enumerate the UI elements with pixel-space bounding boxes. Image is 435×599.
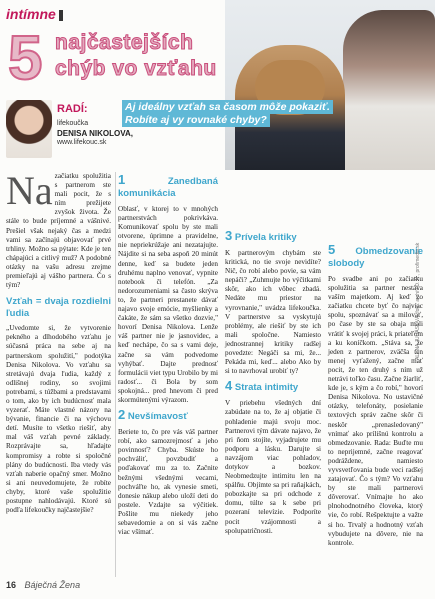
section-tag: intímne <box>6 6 63 22</box>
big-number: 5 <box>8 24 43 93</box>
callout: Aj ideálny vzťah sa časom môže pokaziť. Robíte aj vy rovnaké chyby? <box>122 101 332 127</box>
intro-text: začiatku spolužitia s partnerom ste mali pocit, že s ním prežijete zvyšok života. Že stále to bude príjemné a vášnivé. Prešiel však nejaký čas a medzi vami sa začínajú objavovať prvé trhliny. Možno sa pýtate: Kde je ten chápajúci a citlivý muž? A podobné otázky na vašu adresu zrejme premieľajú aj vášho partnera. Čo s tým? <box>6 172 111 290</box>
section-heading: Vzťah = dvaja rozdielni ľudia <box>6 296 111 320</box>
column-divider <box>115 172 116 577</box>
point-5-text: Po svadbe ani po začiatku spolužitia sa partner nestáva vaším majetkom. Aj keď zo začiatku chcete byť čo najviac spolu, spoznávať sa a milovať, po čase by ste sa obaja mali vrátiť k svojej práci, k priateľom a ku koníčkom. „Stáva sa, že jeden z partnerov, zväčša ten menej vyťažený, začne mať pocit, že ten druhý s ním už netrávi toľko času. Začne žiarliť, kde je, s kým a čo robí," hovorí Denisa Nikolova. No ustavičné otázky, telefonáty, posielanie textových správ začne skôr či neskôr „prenasledovaný" vnímať ako prílišnú kontrolu a obmedzovanie. Rada: Buďte mu to neprijemné, začne reagovať podráždene, namiesto vyvsvetľovania bude veci radšej zatajovať. Čo s tým? Vo vzťahu by ste mali partnerovi dôverovať. Vnímajte ho ako plnohodnotného človeka, ktorý vie, čo robí. Rešpektujte a važte si ho. Trvalý a hodnotný vzťah vybudujete na dôvere, nie na kontrole. <box>328 275 423 547</box>
column-3 <box>225 226 321 536</box>
point-4-text: V priebehu všedných dní zabúdate na to, že aj objatie či pohladenie majú svoju moc. Partnerovi tým dávate najavo, že pri ňom stojíte, vyjadrujete mu podporu a lásku. Darujte si navzájom viac pohladov, dotykov a bozkov. Neobmedzujte intimitu len na spálňu. Objímte sa pri raňajkách, pobozkajte sa pri odchode z domu, túlte sa k sebe pri pozeraní televízie. Podporíte pocit vzájomnosti a spolupatričnosti. <box>225 399 321 535</box>
couple-photo <box>225 0 435 170</box>
col1-body: „Uvedomte si, že vytvorenie pekného a dlhodobého vzťahu je súčasná práca na sebe aj na partnerskom spolužití," podotýka Denisa Nikolova. Vo vzťahu sa stretávajú dvaja ľudia, každý z odlišnej rodiny, so svojimi potrebami, s túžbami a predstavami o tom, ako by ich budúcnosť mala vyzerať. Máte vlastné názory na bývanie, financie či na výchovu detí. Musíte to všetko riešiť, aby mal váš vzťah pevné základy. Rozprávajte sa, hľadajte kompromisy a robte si spoločné plány do budúcnosti. Iba vtedy vás vzťah naberie opačný smer. Možno si ani neuvedomujete, že robíte chyby, ktoré vaše spolužitie postupne nahlodávajú. Ktoré sú podľa lifekoučky najčastejšie? <box>6 324 111 515</box>
point-3-heading: 3 Prívela kritiky <box>225 228 297 243</box>
column-2 <box>118 170 218 537</box>
advisor-label: RADÍ: <box>57 103 88 115</box>
point-1-heading: 1 Zanedbaná komunikácia <box>118 172 218 199</box>
point-2-text: Beriete to, čo pre vás váš partner robí, ako samozrejmosť a jeho povinnosť? Chyba. Skúste ho pochváliť, povzbudiť a poďakovať mu za to. Začnite bežnými všednými vecami, pochváľte ho, ak vynesie smeti, donesie nákup alebo uloží deti do postele. Vzdajte sa výčitiek. Pošlite mu niekedy jeho sebavedomie a on si vás začne viac všímať. <box>118 428 218 537</box>
point-2-heading: 2 Nevšímavosť <box>118 407 188 423</box>
article-title: najčastejších chýb vo vzťahu <box>55 31 217 80</box>
advisor-role: lifekoučka <box>57 120 89 127</box>
page-footer <box>6 580 80 590</box>
advisor-avatar <box>6 100 52 158</box>
advisor-name: DENISA NIKOLOVA, <box>57 129 134 138</box>
column-4 <box>328 240 423 548</box>
magazine-brand: Báječná Žena <box>24 580 81 590</box>
point-3-text: K partnerovým chybám ste kritická, no tie svoje nevidíte? Nič, čo robí alebo povie, sa vám nepáči? „Zuhmujte ho výčitkami skôr, ako ich vôbec zbadá. Nedáte mu priestor na vyrovnanie," uvádza lifekoučka. V partnerstve sa vyskytujú problémy, ale riešiť by ste ich mali spoločne. Namiesto jednostrannej kritiky radšej povedzte: Negáči sa mi, že... Pekáda mi, keď... alebo Ako by si to navrhoval urobiť ty? <box>225 249 321 376</box>
point-4-heading: 4 Strata intimity <box>225 378 299 394</box>
column-1 <box>6 168 111 515</box>
point-1-text: Oblasť, v ktorej to v mnohých partnerstvách pokrivkáva. Komunikovať spolu by ste mali otvorene, úprimne a pravidelne, nie nepriekrúžaje ani nezatajujte. Nájdite si na seba aspoň 20 minút denne, keď sa budete jeden druhému naplno venovať, vypnite notebook či telefón. „Za nedorozumeniami sa často skrýva to, že partneri prestanete dávať najavo svoje emócie, myšlienky a čakáte, že sám sa všetko dozvie," hovorí Denisa Nikolova. Lenže váš partner nie je jasnovidec, a keď nechápe, čo sa s vami deje, začne sa vám podvedome vyhýbať. Dajte prednosť formulácii viet typu Urobilo by mi radosť... či Bola by som spokojná... pred hnevom či pred skormútenými výrazom. <box>118 205 218 404</box>
man-figure <box>343 10 435 170</box>
point-5-heading: 5 Obmedzovanie slobody <box>328 242 423 269</box>
page-number: 16 <box>6 580 17 590</box>
advisor-website: www.lifekouc.sk <box>57 139 107 146</box>
photo-credit: ALENA JUHÁSOVÁ, foto: archív D. N., profimedia.sk <box>415 242 421 360</box>
drop-cap: Na <box>6 168 53 213</box>
